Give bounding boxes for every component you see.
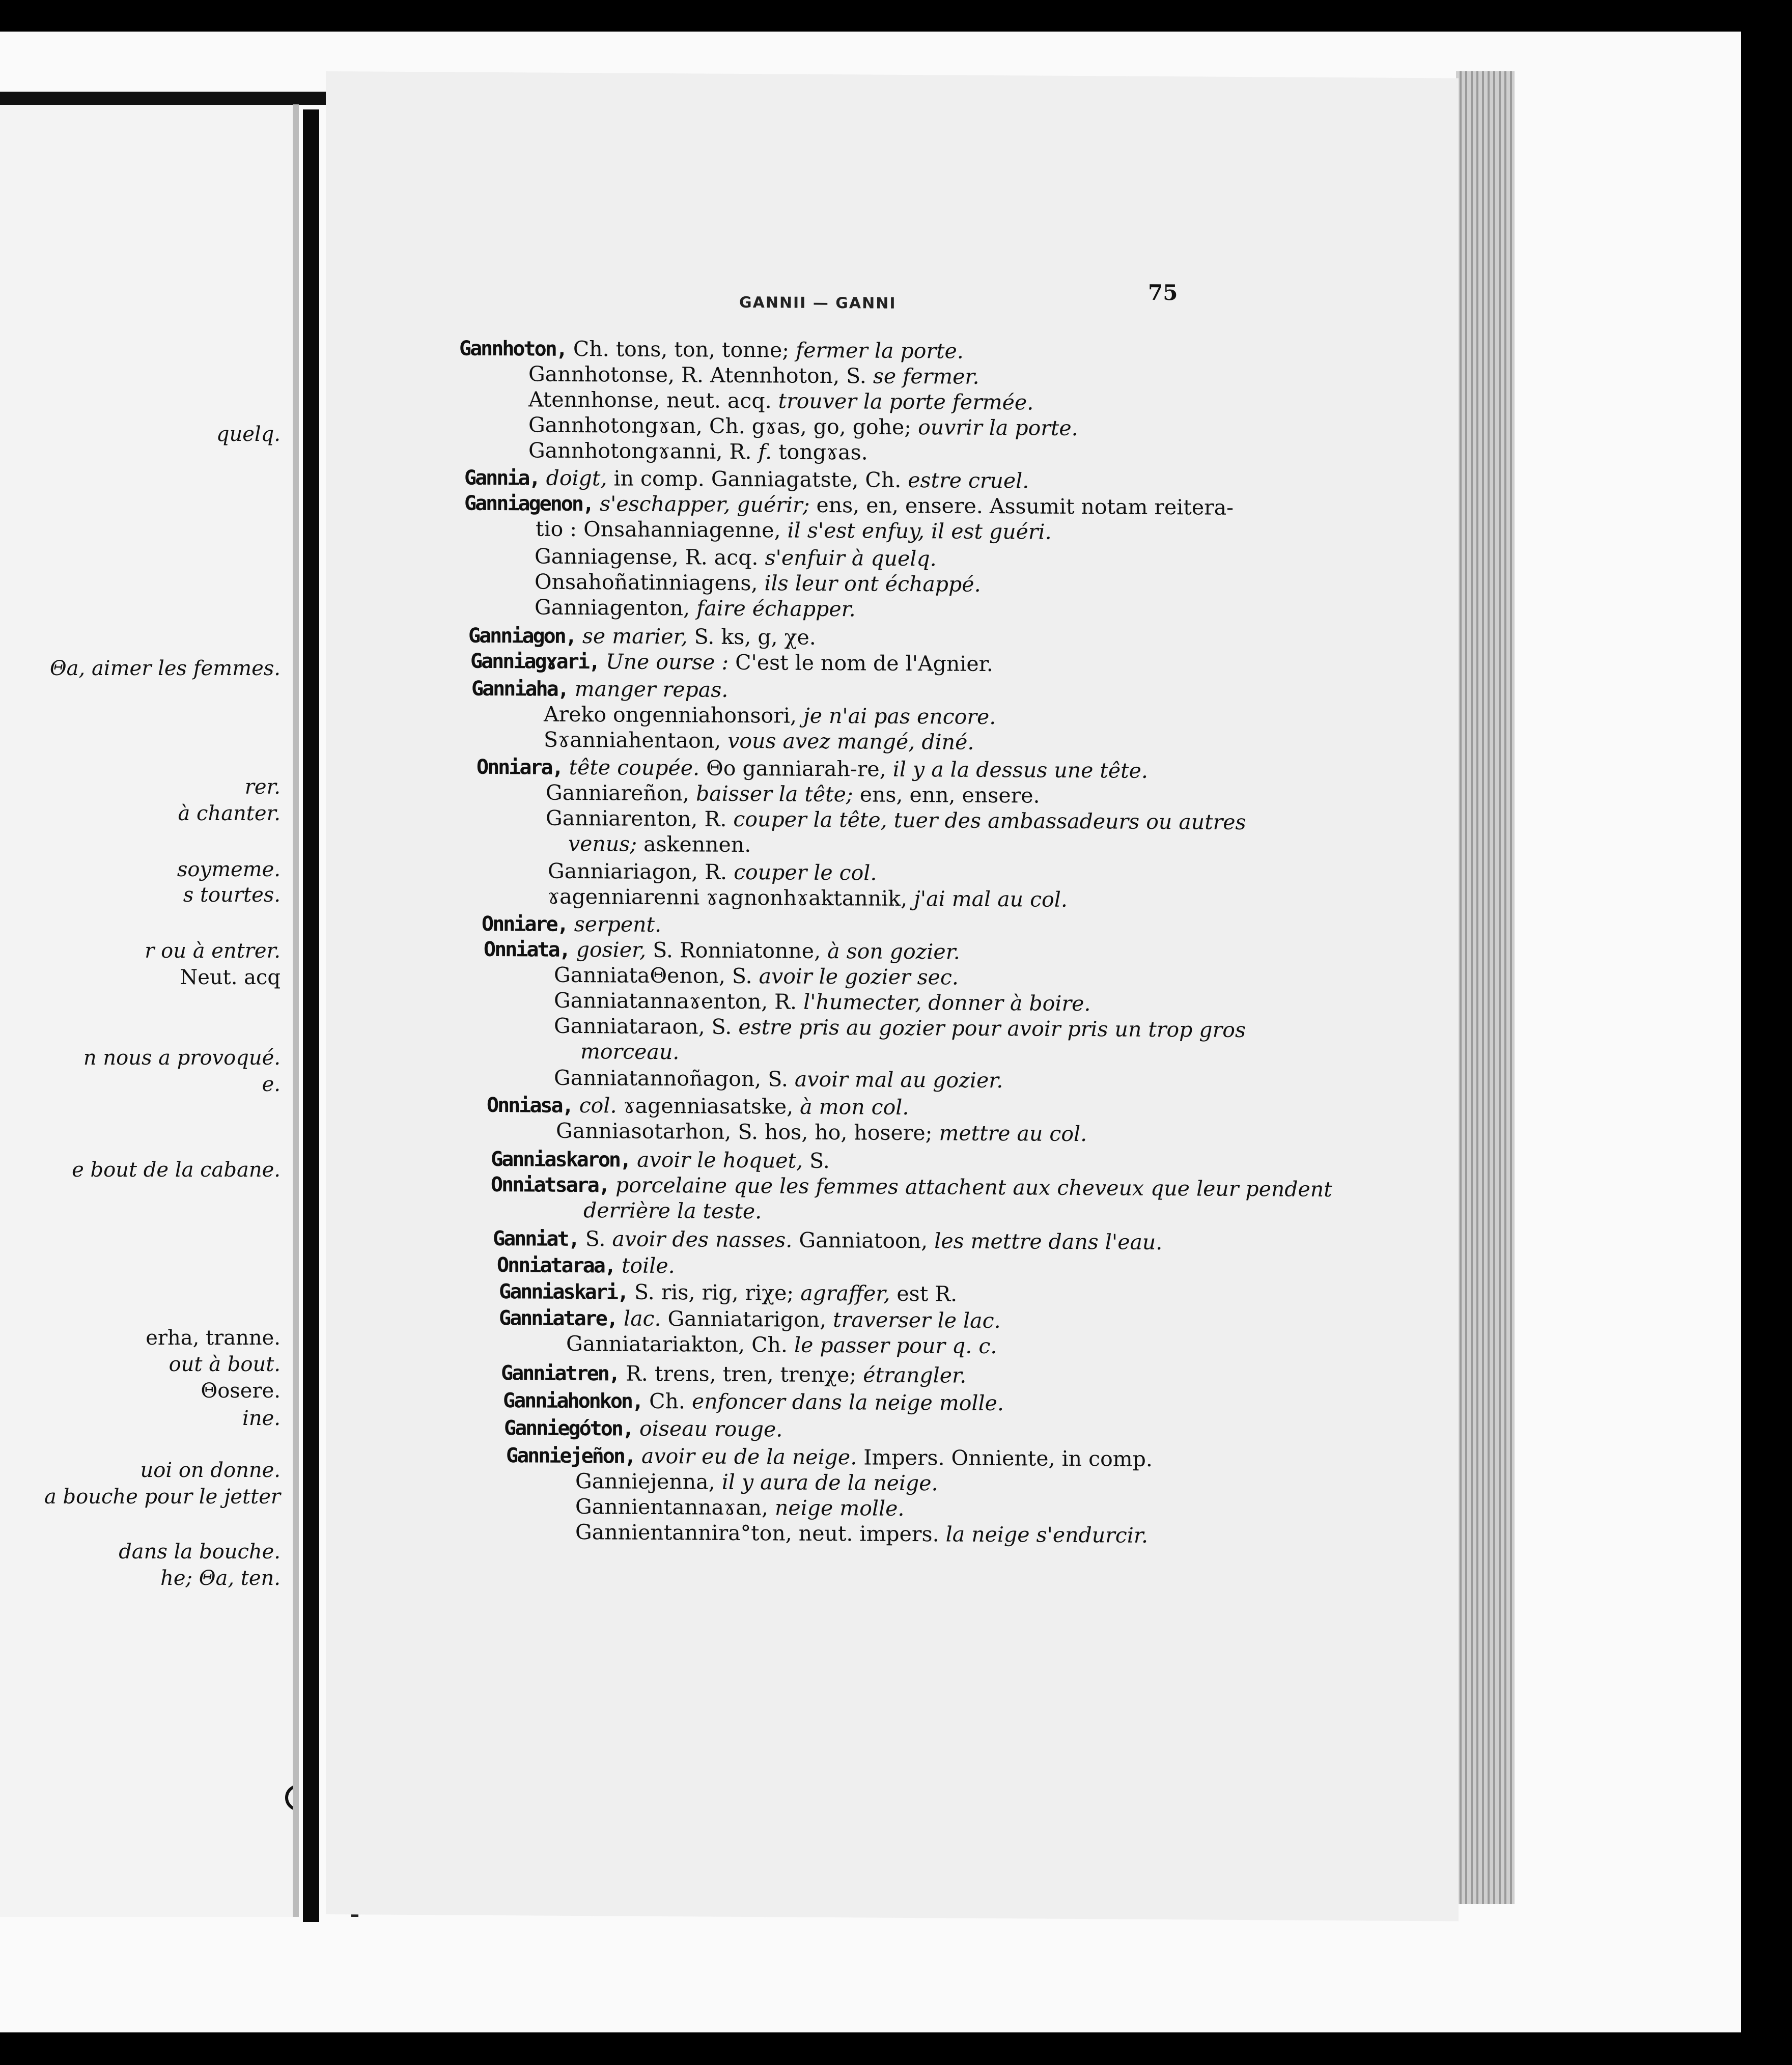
entry-gloss: l'humecter, donner à boire. [803,989,1091,1016]
entry-gloss: agraffer, [800,1280,890,1306]
dictionary-entry [528,361,979,388]
entry-headword: Onniataraa, [497,1253,615,1278]
entry-text: Ganniatarigon, [661,1306,833,1332]
entry-text: Sɤanniahentaon, [544,727,728,753]
entry-text: Gannhotonse, R. Atennhoton, S. [528,361,873,388]
entry-headword: Ganniagon, [468,624,576,648]
entry-gloss: il y aura de la neige. [721,1469,938,1496]
entry-text: GanniataΘenon, S. [554,962,759,989]
entry-gloss: faire échapper. [696,596,856,622]
entry-headword: Ganniatare, [499,1306,617,1331]
ink-blot [285,1784,293,1811]
entry-text: Gannientannaɤan, [575,1494,775,1520]
entry-text: Areko ongenniahonsori, [544,702,803,728]
entry-text: Ganniejenna, [575,1468,722,1494]
entry-gloss: porcelaine que les femmes attachent aux cheveux que leur pendent [615,1173,1332,1202]
page-edges [1456,71,1515,1904]
left-line: quelq. [216,423,281,446]
left-line: r ou à entrer. [145,939,281,963]
entry-text [570,937,576,962]
dictionary-entry [535,544,937,571]
dictionary-entry [535,570,981,597]
entry-headword: Gannia, [464,466,540,490]
entry-text: ens, en, ensere. Assumit notam reitera- [809,492,1234,520]
entry-headword: Ganniaskaron, [491,1147,631,1172]
dictionary-entries [326,71,1459,1921]
entry-gloss: gosier, [576,937,647,962]
scan-border-bottom [0,2032,1792,2065]
entry-gloss: avoir des nasses. [612,1226,793,1252]
entry-text [540,466,546,490]
dictionary-entry [499,1305,1001,1333]
entry-text: ɤagenniasatske, [617,1093,800,1119]
entry-text: Atennhonse, neut. acq. [528,387,778,413]
left-line: dans la bouche. [119,1540,281,1564]
left-line: Θosere. [201,1379,281,1403]
entry-gloss: enfoncer dans la neige molle. [691,1389,1004,1416]
entry-gloss: à mon col. [800,1094,909,1120]
left-page-edge [293,104,299,1917]
entry-text [593,491,600,516]
dictionary-entry [554,988,1090,1016]
dictionary-entry [536,517,1052,544]
dictionary-entry [503,1388,1004,1415]
entry-gloss: neige molle. [775,1495,905,1521]
entry-headword: Ganniatren, [501,1361,619,1386]
dictionary-entry [484,937,960,964]
entry-headword: Onniara, [477,755,563,779]
entry-gloss: avoir eu de la neige. [641,1443,857,1470]
dictionary-entry [554,1066,1003,1093]
entry-text: Ganniatariakton, Ch. [566,1331,794,1357]
dictionary-entry [464,465,1029,493]
entry-text: Ganniasotarhon, S. hos, ho, hosere; [556,1118,939,1146]
entry-text: askennen. [637,831,751,857]
entry-gloss: s'enfuir à quelq. [765,545,937,571]
left-line: uoi on donne. [140,1459,281,1482]
dictionary-entry [493,1226,1162,1254]
entry-gloss: étrangler. [863,1362,967,1388]
entry-gloss: couper la tête, tuer des ambassadeurs ou autres [733,806,1246,835]
entry-gloss: il s'est enfuy, il est guéri. [787,518,1052,544]
left-line: erha, tranne. [146,1326,281,1350]
entry-headword: Ganniejeñon, [506,1444,635,1468]
dictionary-entry [568,831,751,857]
entry-text: ɤagenniarenni ɤagnonhɤaktannik, [548,884,914,911]
entry-gloss: avoir le gozier sec. [759,964,959,990]
entry-gloss: les mettre dans l'eau. [934,1229,1163,1255]
dictionary-entry [556,1119,1087,1146]
entry-gloss: s'eschapper, guérir; [600,491,810,517]
entry-gloss: trouver la porte fermée. [778,388,1034,415]
left-line: soymeme. [177,858,281,881]
entry-headword: Ganniaha, [471,677,568,701]
dictionary-entry [535,595,856,622]
dictionary-entry [506,1443,1153,1471]
entry-text: Ganniareñon, [546,780,696,806]
dictionary-entry [583,1198,762,1223]
entry-text: Ganniagenton, [535,595,697,621]
entry-text [576,624,582,648]
entry-gloss: mettre au col. [939,1121,1087,1147]
dictionary-entry [499,1279,957,1306]
entry-headword: Onniare, [482,912,568,936]
entry-text: Gannhotongɤan, Ch. gɤas, go, gohe; [528,412,918,440]
entry-text [609,1173,615,1197]
dictionary-entry [504,1415,782,1441]
entry-gloss: estre pris au gozier pour avoir pris un trop gros [738,1014,1246,1043]
left-line: out à bout. [169,1353,281,1376]
entry-text: Ganniatannoñagon, S. [554,1065,795,1092]
left-line: s tourtes. [183,883,281,907]
left-line: a bouche pour le jetter [44,1485,281,1509]
entry-gloss: fermer la porte. [796,338,964,364]
entry-text: Onsahoñatinniagens, [535,569,765,596]
entry-gloss: f. [758,439,772,464]
entry-text: S. ris, rig, riχe; [627,1279,801,1305]
entry-text: Θo ganniarah-re, [699,756,893,782]
entry-text: ens, enn, ensere. [853,782,1040,808]
running-header: GANNII — GANNI [739,293,897,313]
entry-text [617,1306,624,1330]
page-number: 75 [1148,280,1178,305]
dictionary-entry [575,1494,904,1521]
dictionary-entry [459,336,964,364]
entry-gloss: avoir le hoquet, [637,1147,803,1173]
entry-text: C'est le nom de l'Agnier. [729,650,993,677]
entry-text: est R. [890,1281,958,1306]
dictionary-entry [546,806,1246,834]
entry-gloss: il y a la dessus une tête. [892,757,1148,783]
dictionary-entry [554,963,959,990]
left-line: n nous a provoqué. [83,1046,281,1070]
dictionary-entry [471,676,728,702]
entry-headword: Onniata, [484,937,570,962]
entry-text: Ganniatoon, [792,1227,935,1253]
left-line: à chanter. [178,802,281,825]
entry-text [615,1253,622,1277]
entry-text: Ganniariagon, R. [548,858,734,884]
entry-headword: Ganniaskari, [499,1280,628,1304]
entry-gloss: à son gozier. [827,939,960,964]
entry-gloss: Une ourse : [606,649,729,675]
entry-text: S. Ronniatonne, [646,937,828,964]
entry-gloss: ouvrir la porte. [918,415,1078,441]
entry-headword: Ganniahonkon, [503,1389,643,1413]
entry-text: Ganniataraon, S. [554,1013,739,1039]
entry-gloss: morceau. [580,1039,680,1065]
entry-gloss: la neige s'endurcir. [945,1522,1148,1548]
entry-text: Gannhotongɤanni, R. [528,438,759,464]
dictionary-entry [470,649,993,676]
entry-text [635,1444,641,1468]
entry-gloss: col. [579,1093,617,1118]
entry-gloss: se fermer. [873,364,979,389]
dictionary-entry [575,1469,938,1495]
dictionary-entry [575,1520,1148,1548]
dictionary-entry [497,1252,675,1278]
entry-gloss: derrière la teste. [583,1198,762,1224]
left-line: e bout de la cabane. [72,1158,281,1182]
entry-headword: Ganniagenon, [464,491,593,516]
left-facing-page [0,104,293,1917]
entry-gloss: venus; [568,831,637,856]
entry-text: S. [578,1226,612,1251]
entry-gloss: serpent. [574,911,662,937]
entry-text [630,1148,637,1172]
left-line: he; Θa, ten. [160,1567,281,1590]
dictionary-entry [482,911,661,937]
entry-gloss: j'ai mal au col. [914,886,1068,912]
dictionary-entry [464,491,1234,520]
dictionary-entry [544,728,974,755]
left-line: Θa, aimer les femmes. [49,657,281,680]
entry-gloss: oiseau rouge. [639,1416,783,1442]
entry-gloss: manger repas. [574,676,729,702]
dictionary-entry [546,780,1040,808]
entry-text: tio : Onsahanniagenne, [536,516,788,543]
dictionary-entry [580,1039,679,1064]
dictionary-entry [491,1147,830,1173]
entry-gloss: baisser la tête; [696,781,853,807]
entry-gloss: je n'ai pas encore. [803,703,996,730]
dictionary-entry [528,438,868,464]
entry-gloss: traverser le lac. [833,1307,1001,1333]
dictionary-entry [544,702,996,729]
entry-text: Ch. [642,1388,692,1414]
entry-text: Impers. Onniente, in comp. [857,1445,1153,1471]
entry-headword: Onniatsara, [491,1173,609,1197]
entry-text [573,1093,579,1118]
entry-headword: Onniasa, [487,1093,573,1118]
entry-gloss: le passer pour q. c. [794,1332,997,1359]
entry-gloss: lac. [623,1306,661,1331]
entry-gloss: doigt, [546,465,607,491]
entry-text: Ch. tons, ton, tonne; [566,336,796,362]
left-line: ine. [242,1407,281,1430]
entry-headword: Gannhoton, [459,337,567,361]
entry-text [633,1416,639,1441]
left-line: Neut. acq [180,966,281,989]
dictionary-entry [548,884,1068,912]
entry-headword: Ganniat, [493,1227,579,1251]
book-spine [303,109,319,1922]
entry-text [563,755,569,779]
entry-gloss: ils leur ont échappé. [764,571,981,597]
dictionary-entry [487,1093,909,1120]
left-line: e. [262,1073,281,1096]
scan-border-right [1741,0,1792,2065]
entry-gloss: toile. [621,1253,675,1278]
entry-text: tongɤas. [772,439,868,465]
entry-headword: Ganniagɤari, [470,649,599,674]
entry-headword: Ganniegóton, [504,1416,633,1441]
dictionary-page [326,71,1459,1921]
entry-text: S. ks, g, χe. [687,624,816,650]
entry-text: Ganniagense, R. acq. [535,544,765,570]
dictionary-entry [528,412,1078,440]
dictionary-entry [548,859,877,885]
entry-gloss: tête coupée. [569,755,700,780]
entry-gloss: se marier, [582,624,688,649]
entry-text: Ganniatannaɤenton, R. [554,988,804,1014]
entry-text: Gannientannira°ton, neut. impers. [575,1519,946,1547]
dictionary-entry [566,1331,997,1358]
entry-text [568,912,574,936]
dictionary-entry [491,1172,1332,1202]
entry-text: Ganniarenton, R. [546,805,734,831]
left-line: rer. [244,775,281,799]
dictionary-entry [468,623,816,650]
dictionary-entry [528,387,1033,414]
dictionary-entry [554,1014,1246,1042]
dictionary-entry [501,1360,966,1388]
entry-text [599,649,606,674]
entry-text: S. [803,1148,830,1174]
entry-gloss: vous avez mangé, diné. [727,728,974,755]
entry-gloss: avoir mal au gozier. [794,1067,1003,1093]
entry-text: in comp. Ganniagatste, Ch. [607,466,908,492]
dictionary-entry [477,755,1148,783]
entry-gloss: couper le col. [734,859,877,885]
entry-gloss: estre cruel. [908,467,1029,493]
entry-text [568,677,575,701]
entry-text: R. trens, tren, trenχe; [619,1361,863,1387]
